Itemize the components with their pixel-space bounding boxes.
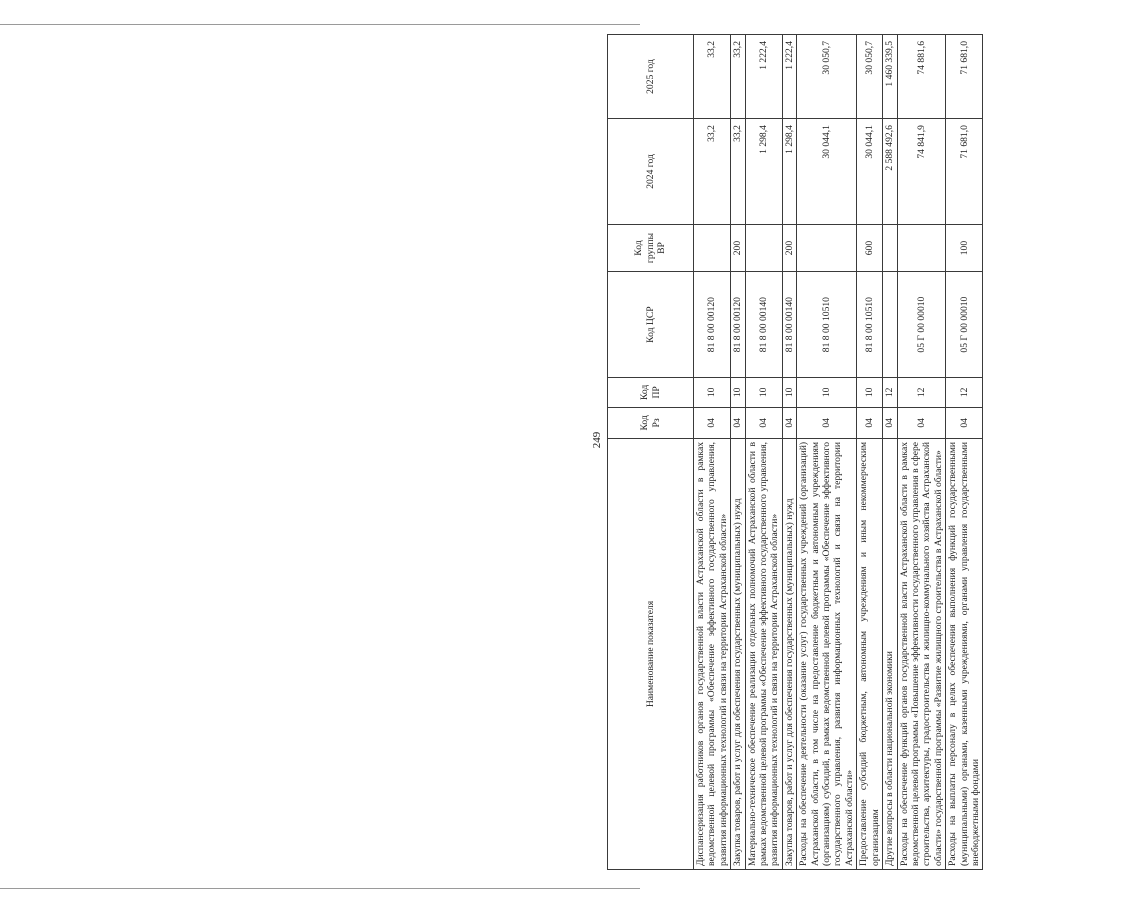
row-rz: 04 xyxy=(883,407,897,438)
table-row xyxy=(857,35,883,870)
table-row xyxy=(782,35,796,870)
row-csr: 81 8 00 00120 xyxy=(731,272,745,378)
table-row xyxy=(897,35,946,870)
row-rz: 04 xyxy=(694,407,731,438)
row-name: Предоставление субсидий бюджетным, автономным учреждениям и иным некоммерческим организациям xyxy=(857,438,883,869)
row-rz: 04 xyxy=(782,407,796,438)
row-name: Закупка товаров, работ и услуг для обеспечения государственных (муниципальных) нужд xyxy=(782,438,796,869)
row-rz: 04 xyxy=(731,407,745,438)
row-vr xyxy=(694,224,731,271)
table-row xyxy=(946,35,983,870)
budget-table xyxy=(607,34,983,870)
header-2024: 2024 год xyxy=(608,119,694,225)
row-2025: 71 681,0 xyxy=(946,35,983,119)
table-header-row xyxy=(608,35,694,870)
row-rz: 04 xyxy=(745,407,782,438)
row-2025: 1 222,4 xyxy=(782,35,796,119)
row-name: Закупка товаров, работ и услуг для обеспечения государственных (муниципальных) нужд xyxy=(731,438,745,869)
row-csr xyxy=(883,272,897,378)
header-vr: Код группы ВР xyxy=(608,224,694,271)
document-sheet xyxy=(590,15,1145,880)
row-2024: 1 298,4 xyxy=(782,119,796,225)
row-pr: 12 xyxy=(897,377,946,407)
row-csr: 05 Г 00 00010 xyxy=(897,272,946,378)
row-csr: 81 8 00 00140 xyxy=(745,272,782,378)
header-2025: 2025 год xyxy=(608,35,694,119)
row-name: Расходы на выплаты персоналу в целях обеспечения выполнения функций государственными (муниципальными) органами, казенными учреждениями, органами управления государственными внебюджетными фондами xyxy=(946,438,983,869)
row-vr: 200 xyxy=(731,224,745,271)
row-pr: 10 xyxy=(745,377,782,407)
row-rz: 04 xyxy=(897,407,946,438)
row-csr: 81 8 00 10510 xyxy=(857,272,883,378)
table-row xyxy=(883,35,897,870)
row-pr: 10 xyxy=(731,377,745,407)
table-row xyxy=(731,35,745,870)
row-2024: 74 841,9 xyxy=(897,119,946,225)
row-rz: 04 xyxy=(857,407,883,438)
row-name: Расходы на обеспечение деятельности (оказание услуг) государственных учреждений (организаций) Астраханской области, в том числе на предоставление бюджетным и автономным учреждениям (организациям) субсидий, в рамках ведомственной целевой программы «Обеспечение эффективного государственного управления, развития информационных технологий и связи на территории Астраханской области» xyxy=(797,438,857,869)
row-2025: 74 881,6 xyxy=(897,35,946,119)
row-2025: 1 222,4 xyxy=(745,35,782,119)
row-vr xyxy=(797,224,857,271)
row-2024: 30 044,1 xyxy=(797,119,857,225)
row-csr: 81 8 00 00140 xyxy=(782,272,796,378)
row-2024: 71 681,0 xyxy=(946,119,983,225)
row-2025: 33,2 xyxy=(694,35,731,119)
row-vr: 100 xyxy=(946,224,983,271)
row-csr: 81 8 00 10510 xyxy=(797,272,857,378)
row-name: Расходы на обеспечение функций органов государственной власти Астраханской области в рамках ведомственной целевой программы «Повышение эффективности государственного управления в сфере строительства, архитектуры, градостроительства и жилищно-коммунального хозяйства Астраханской области» государственной программы «Развитие жилищного строительства в Астраханской области» xyxy=(897,438,946,869)
header-csr: Код ЦСР xyxy=(608,272,694,378)
row-csr: 05 Г 00 00010 xyxy=(946,272,983,378)
row-pr: 10 xyxy=(694,377,731,407)
row-vr xyxy=(883,224,897,271)
row-rz: 04 xyxy=(797,407,857,438)
row-vr xyxy=(897,224,946,271)
row-rz: 04 xyxy=(946,407,983,438)
row-2024: 33,2 xyxy=(731,119,745,225)
row-2024: 33,2 xyxy=(694,119,731,225)
table-row xyxy=(797,35,857,870)
row-name: Диспансеризация работников органов государственной власти Астраханской области в рамках ведомственной целевой программы «Обеспечение эффективного государственного управления, развития информационных технологий и связи на территории Астраханской области» xyxy=(694,438,731,869)
row-name: Материально-техническое обеспечение реализации отдельных полномочий Астраханской области в рамках ведомственной целевой программы «Обеспечение эффективного государственного управления, развития информационных технологий и связи на территории Астраханской области» xyxy=(745,438,782,869)
row-2024: 1 298,4 xyxy=(745,119,782,225)
row-pr: 10 xyxy=(797,377,857,407)
bottom-edge-line xyxy=(0,888,640,889)
row-pr: 10 xyxy=(857,377,883,407)
page-number: 249 xyxy=(591,431,603,449)
row-name: Другие вопросы в области национальной экономики xyxy=(883,438,897,869)
table-row xyxy=(745,35,782,870)
row-vr xyxy=(745,224,782,271)
row-2024: 30 044,1 xyxy=(857,119,883,225)
header-pr: Код ПР xyxy=(608,377,694,407)
row-pr: 10 xyxy=(782,377,796,407)
header-rz: Код Рз xyxy=(608,407,694,438)
top-edge-line xyxy=(0,24,640,25)
row-pr: 12 xyxy=(946,377,983,407)
row-2024: 2 588 492,6 xyxy=(883,119,897,225)
row-2025: 1 460 339,5 xyxy=(883,35,897,119)
row-vr: 600 xyxy=(857,224,883,271)
row-2025: 30 050,7 xyxy=(857,35,883,119)
row-vr: 200 xyxy=(782,224,796,271)
header-name: Наименование показателя xyxy=(608,438,694,869)
table-row xyxy=(694,35,731,870)
row-2025: 33,2 xyxy=(731,35,745,119)
row-pr: 12 xyxy=(883,377,897,407)
row-2025: 30 050,7 xyxy=(797,35,857,119)
row-csr: 81 8 00 00120 xyxy=(694,272,731,378)
